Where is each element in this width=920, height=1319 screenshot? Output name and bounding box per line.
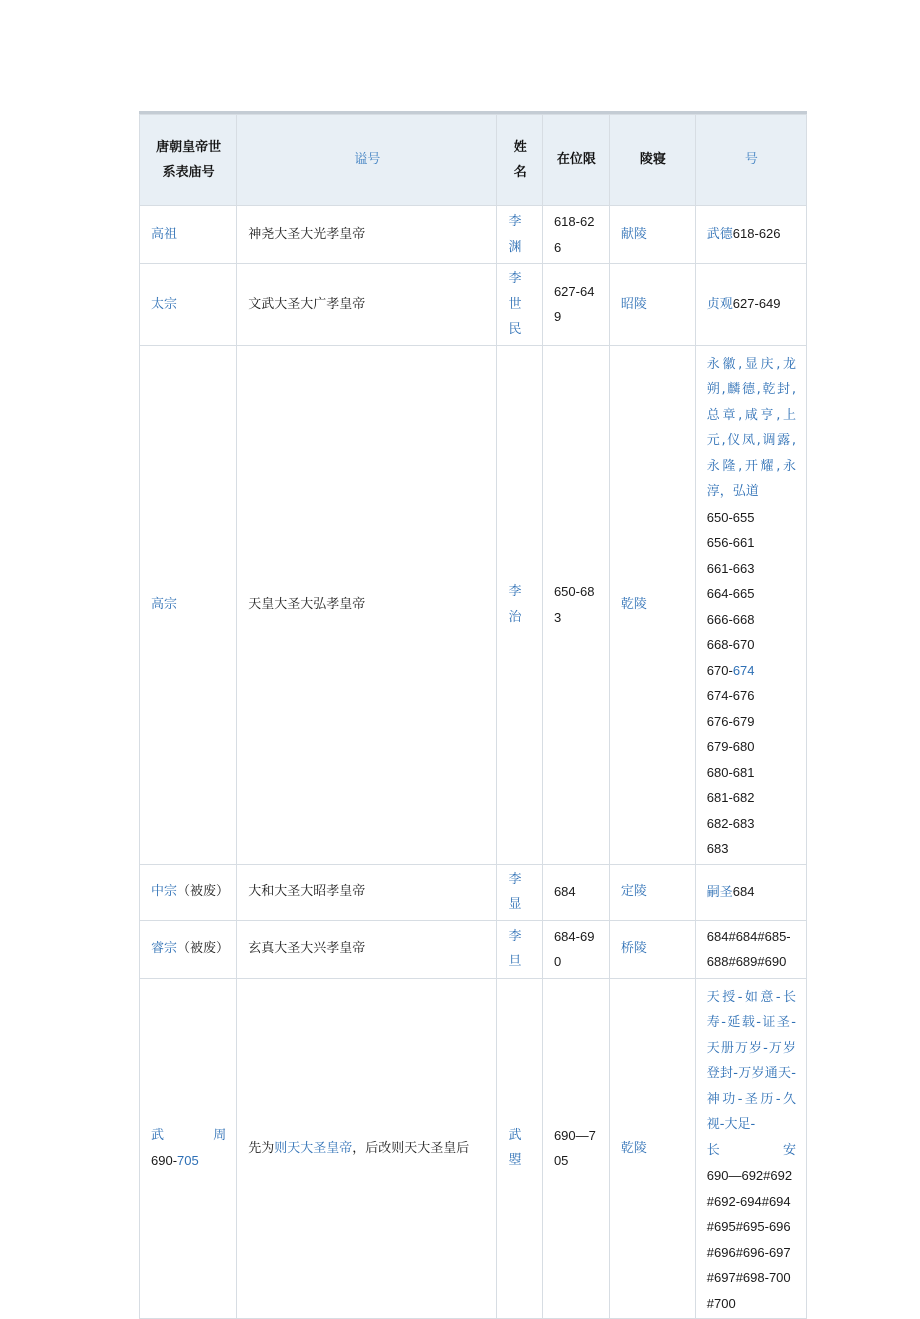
temple-name-cell (140, 978, 237, 1319)
posthumous-name: 大和大圣大昭孝皇帝 (237, 864, 497, 920)
table-row (140, 206, 807, 264)
era-cell (695, 864, 806, 920)
era-name-link[interactable]: 武德 (706, 227, 733, 243)
era-years: 684 (732, 883, 755, 899)
era-year: 668-670 (706, 637, 755, 652)
deposed-note: （被废） (177, 884, 230, 900)
tomb-name[interactable]: 昭陵 (609, 264, 695, 346)
emperor-name[interactable]: 李治 (497, 345, 542, 864)
era-cell (695, 264, 806, 346)
deposed-note: （被废） (177, 941, 230, 957)
era-years: 690—692#692#692-694#694#695#695-696#696#696-697#697#698-700#700 (706, 1168, 793, 1311)
era-year: 661-663 (706, 560, 755, 576)
posthumous-name: 玄真大圣大兴孝皇帝 (237, 920, 497, 978)
era-year: 650-655 (706, 509, 755, 525)
reign-years: 627-649 (542, 264, 609, 346)
emperor-name[interactable]: 李渊 (497, 206, 542, 264)
era-year: 679-680 (706, 739, 755, 754)
era-years: 618-626 (732, 226, 781, 242)
temple-name[interactable]: 太宗 (140, 264, 237, 346)
dynasty-link[interactable]: 武 周 (151, 1127, 227, 1143)
year-link[interactable]: 705 (177, 1153, 199, 1169)
tomb-name[interactable]: 乾陵 (609, 978, 695, 1319)
posthumous-link[interactable]: 则天大圣皇帝 (274, 1140, 353, 1156)
era-names-link[interactable]: 天授-如意-长寿-延载-证圣-天册万岁-万岁登封-万岁通天-神功-圣历-久视-大足- (706, 989, 796, 1132)
era-year: 682-683 (706, 815, 755, 831)
temple-name[interactable]: 高宗 (140, 345, 237, 864)
era-cell (695, 206, 806, 264)
tomb-name[interactable]: 献陵 (609, 206, 695, 264)
header-name: 姓名 (497, 115, 542, 206)
table-row (140, 978, 807, 1319)
header-reign-period: 在位限 (542, 115, 609, 206)
era-year: 666-668 (706, 611, 755, 627)
era-year: 681-682 (706, 790, 755, 805)
emperor-name[interactable]: 李世民 (497, 264, 542, 346)
era-year: 664-665 (706, 586, 755, 601)
era-years: 684#684#685-688#689#690 (695, 920, 806, 978)
emperor-table (139, 111, 807, 1319)
temple-name[interactable]: 中宗 (151, 884, 178, 900)
era-year: 683 (706, 841, 729, 856)
posthumous-name: 文武大圣大广孝皇帝 (237, 264, 497, 346)
header-tomb: 陵寝 (609, 115, 695, 206)
era-years: 627-649 (732, 296, 781, 311)
era-year: 670-674 (706, 662, 755, 678)
era-year: 676-679 (706, 713, 755, 729)
emperor-name[interactable]: 武曌 (497, 978, 542, 1319)
reign-years: 690—705 (542, 978, 609, 1319)
header-posthumous-name[interactable]: 谥号 (237, 115, 497, 206)
dynasty-years: 690- (151, 1153, 178, 1169)
table-header-row (140, 115, 807, 206)
era-name-link[interactable]: 长 安 (706, 1142, 796, 1158)
posthumous-name-cell: 先为则天大圣皇帝，后改则天大圣皇后 (237, 978, 497, 1319)
temple-name[interactable]: 高祖 (140, 206, 237, 264)
era-name-link[interactable]: 贞观 (706, 297, 733, 312)
header-era-name[interactable]: 号 (695, 115, 806, 206)
reign-years: 684-690 (542, 920, 609, 978)
tomb-name[interactable]: 桥陵 (609, 920, 695, 978)
era-year: 680-681 (706, 764, 755, 780)
posthumous-name: 神尧大圣大光孝皇帝 (237, 206, 497, 264)
posthumous-name: 天皇大圣大弘孝皇帝 (237, 345, 497, 864)
era-names-link[interactable]: 永徽,显庆,龙朔,麟德,乾封,总章,咸亨,上元,仪凤,调露,永隆,开耀,永淳，弘道 (706, 356, 796, 499)
reign-years: 650-683 (542, 345, 609, 864)
reign-years: 618-626 (542, 206, 609, 264)
temple-name-cell (140, 864, 237, 920)
year-link[interactable]: 674 (732, 662, 755, 678)
table-row (140, 264, 807, 346)
temple-name[interactable]: 睿宗 (151, 941, 178, 957)
temple-name-cell (140, 920, 237, 978)
era-name-link[interactable]: 嗣圣 (706, 884, 733, 900)
era-year: 656-661 (706, 535, 755, 550)
era-cell (695, 345, 806, 864)
tomb-name[interactable]: 定陵 (609, 864, 695, 920)
emperor-name[interactable]: 李显 (497, 864, 542, 920)
era-year: 674-676 (706, 688, 755, 703)
table-row (140, 920, 807, 978)
tomb-name[interactable]: 乾陵 (609, 345, 695, 864)
reign-years: 684 (542, 864, 609, 920)
emperor-name[interactable]: 李旦 (497, 920, 542, 978)
era-cell (695, 978, 806, 1319)
table-row (140, 864, 807, 920)
header-temple-name: 唐朝皇帝世系表庙号 (140, 115, 237, 206)
table-row (140, 345, 807, 864)
